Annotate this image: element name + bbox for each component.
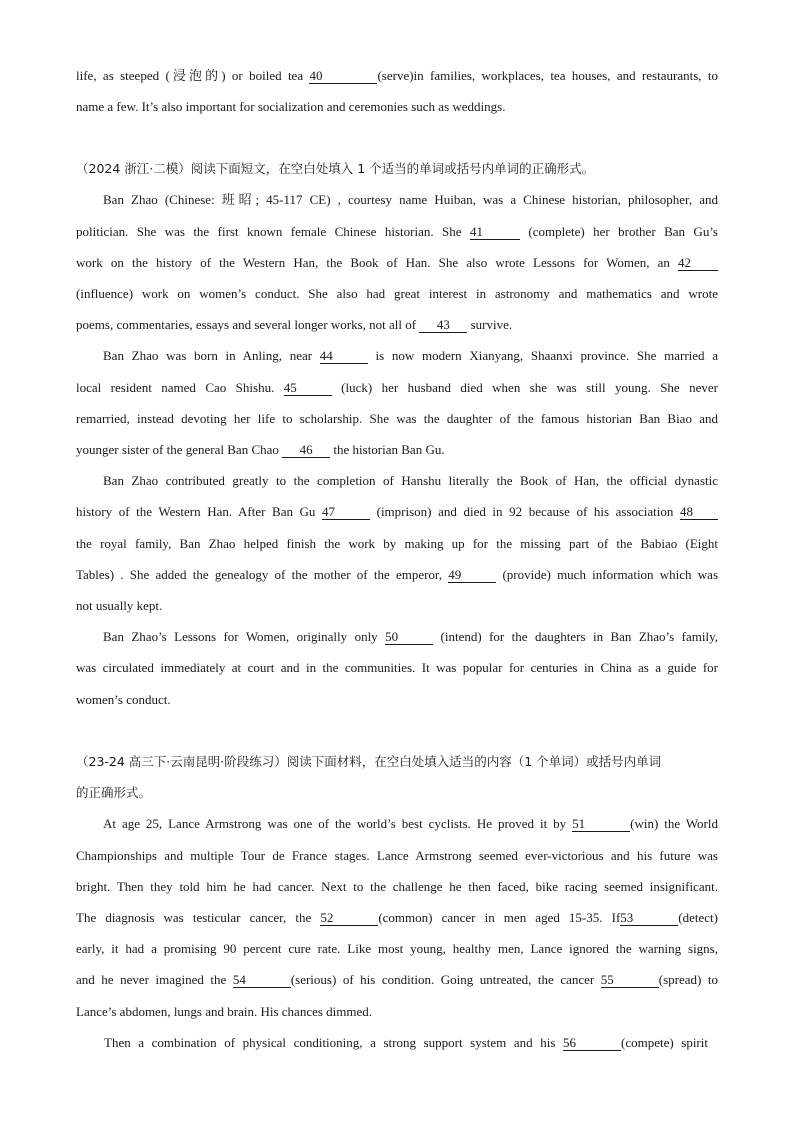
answer-blank-52[interactable]	[320, 909, 378, 927]
text-run: early, it had a promising 90 percent cure rate. Like most young, healthy men, Lance ignored the warning signs,	[76, 941, 718, 956]
blank-number: 40	[309, 68, 323, 83]
blank-number: 51	[572, 816, 586, 831]
blank-number: 54	[232, 972, 246, 987]
passage3-line-4	[76, 909, 718, 927]
passage2-line-10	[103, 472, 718, 490]
text-run: younger sister of the general Ban Chao	[76, 442, 283, 457]
section-instruction: （23-24 高三下·云南昆明·阶段练习）阅读下面材料，在空白处填入适当的内容（1 个单词）或括号内单词	[76, 754, 662, 769]
passage2-line-15	[103, 628, 718, 646]
blank-number: 50	[385, 629, 399, 644]
text-run: bright. Then they told him he had cancer. Next to the challenge he then faced, bike racing seemed insignificant.	[76, 879, 718, 894]
text-run: women’s conduct.	[76, 692, 171, 707]
passage2-line-17	[76, 691, 718, 709]
text-run: Then a combination of physical conditioning, a strong support system and his	[104, 1035, 563, 1050]
passage2-line-5	[76, 316, 718, 334]
passage2-line-1	[103, 191, 718, 209]
answer-blank-53[interactable]	[620, 909, 678, 927]
text-run: history of the Western Han. After Ban Gu	[76, 504, 323, 519]
text-run: Lance’s abdomen, lungs and brain. His chances dimmed.	[76, 1004, 373, 1019]
text-run: (serve)in families, workplaces, tea houses, and restaurants, to	[377, 68, 718, 83]
text-run: The diagnosis was testicular cancer, the	[76, 910, 321, 925]
passage1-line-2	[76, 98, 718, 116]
passage3-header-line-1	[76, 753, 718, 771]
text-run: not usually kept.	[76, 598, 163, 613]
passage3-line-8	[104, 1034, 708, 1052]
passage2-line-16	[76, 659, 718, 677]
passage3-header-line-2	[76, 784, 718, 802]
passage2-line-13	[76, 566, 718, 584]
text-run: remarried, instead devoting her life to scholarship. She was the daughter of the famous historian Ban Biao and	[76, 411, 718, 426]
text-run: Ban Zhao (Chinese: 班昭; 45-117 CE) , courtesy name Huiban, was a Chinese historian, philosopher, and	[103, 192, 718, 207]
text-run: (compete) spirit	[620, 1035, 708, 1050]
section-instruction: （2024 浙江·二模）阅读下面短文，在空白处填入 1 个适当的单词或括号内单词的正确形式。	[76, 161, 595, 176]
passage2-line-2	[76, 223, 718, 241]
text-run: (spread) to	[658, 972, 719, 987]
passage2-line-3	[76, 254, 718, 272]
answer-blank-43[interactable]	[419, 316, 467, 334]
text-run: and he never imagined the	[76, 972, 233, 987]
blank-number: 52	[320, 910, 334, 925]
blank-number: 41	[469, 224, 483, 239]
passage2-line-8	[76, 410, 718, 428]
answer-blank-49[interactable]	[448, 566, 496, 584]
text-run: the royal family, Ban Zhao helped finish the work by making up for the missing part of the Babiao (Eight	[76, 536, 718, 551]
blank-number: 49	[448, 567, 462, 582]
blank-number: 46	[299, 442, 313, 457]
text-run: (win) the World	[630, 816, 718, 831]
passage2-line-4	[76, 285, 718, 303]
passage2-line-7	[76, 379, 718, 397]
text-run: (intend) for the daughters in Ban Zhao’s family,	[433, 629, 718, 644]
blank-number: 45	[283, 380, 297, 395]
text-run: (serious) of his condition. Going untreated, the cancer	[290, 972, 601, 987]
blank-number: 43	[436, 317, 450, 332]
answer-blank-45[interactable]	[284, 379, 332, 397]
answer-blank-55[interactable]	[601, 971, 659, 989]
text-run: name a few. It’s also important for socialization and ceremonies such as weddings.	[76, 99, 506, 114]
answer-blank-50[interactable]	[385, 628, 433, 646]
answer-blank-44[interactable]	[320, 347, 368, 365]
text-run: politician. She was the first known female Chinese historian. She	[76, 224, 470, 239]
answer-blank-46[interactable]	[282, 441, 330, 459]
text-run: Ban Zhao contributed greatly to the completion of Hanshu literally the Book of Han, the official dynastic	[103, 473, 718, 488]
text-run: life, as steeped (浸泡的) or boiled tea	[76, 68, 310, 83]
passage2-line-12	[76, 535, 718, 553]
text-run: (complete) her brother Ban Gu’s	[519, 224, 718, 239]
text-run: local resident named Cao Shishu.	[76, 380, 284, 395]
text-run: work on the history of the Western Han, the Book of Han. She also wrote Lessons for Women, an	[76, 255, 678, 270]
answer-blank-40[interactable]	[309, 67, 377, 85]
answer-blank-56[interactable]	[563, 1034, 621, 1052]
text-run: Championships and multiple Tour de France stages. Lance Armstrong seemed ever-victorious and his future was	[76, 848, 718, 863]
passage2-line-11	[76, 503, 718, 521]
text-run: survive.	[467, 317, 513, 332]
answer-blank-41[interactable]	[470, 223, 520, 241]
blank-number: 48	[679, 504, 693, 519]
blank-number: 53	[620, 910, 634, 925]
text-run: (influence) work on women’s conduct. She also had great interest in astronomy and mathematics and wrote	[76, 286, 718, 301]
text-run: At age 25, Lance Armstrong was one of the world’s best cyclists. He proved it by	[103, 816, 573, 831]
text-run: (detect)	[678, 910, 718, 925]
passage2-line-14	[76, 597, 718, 615]
answer-blank-48[interactable]	[680, 503, 718, 521]
passage2-line-9	[76, 441, 718, 459]
section-instruction: 的正确形式。	[76, 785, 152, 800]
passage3-line-6	[76, 971, 718, 989]
text-run: Tables) . She added the genealogy of the mother of the emperor,	[76, 567, 449, 582]
text-run: (luck) her husband died when she was still young. She never	[331, 380, 718, 395]
text-run: (imprison) and died in 92 because of his association	[370, 504, 680, 519]
answer-blank-51[interactable]	[572, 815, 630, 833]
text-run: was circulated immediately at court and in the communities. It was popular for centuries in China as a guide for	[76, 660, 718, 675]
passage3-line-7	[76, 1003, 718, 1021]
answer-blank-47[interactable]	[322, 503, 370, 521]
passage1-line-1	[76, 67, 718, 85]
text-run: poems, commentaries, essays and several longer works, not all of	[76, 317, 420, 332]
blank-number: 55	[600, 972, 614, 987]
text-run: Ban Zhao was born in Anling, near	[103, 348, 320, 363]
passage3-line-1	[103, 815, 718, 833]
blank-number: 42	[678, 255, 691, 270]
passage2-header	[76, 160, 718, 178]
text-run: the historian Ban Gu.	[330, 442, 445, 457]
text-run: Ban Zhao’s Lessons for Women, originally only	[103, 629, 386, 644]
passage3-line-5	[76, 940, 718, 958]
passage3-line-2	[76, 847, 718, 865]
passage2-line-6	[103, 347, 718, 365]
passage3-line-3	[76, 878, 718, 896]
text-run: (provide) much information which was	[496, 567, 719, 582]
text-run: is now modern Xianyang, Shaanxi province. She married a	[367, 348, 719, 363]
text-run: (common) cancer in men aged 15-35. If	[378, 910, 621, 925]
blank-number: 47	[322, 504, 336, 519]
blank-number: 44	[319, 348, 333, 363]
answer-blank-54[interactable]	[233, 971, 291, 989]
answer-blank-42[interactable]	[678, 254, 718, 272]
blank-number: 56	[562, 1035, 576, 1050]
